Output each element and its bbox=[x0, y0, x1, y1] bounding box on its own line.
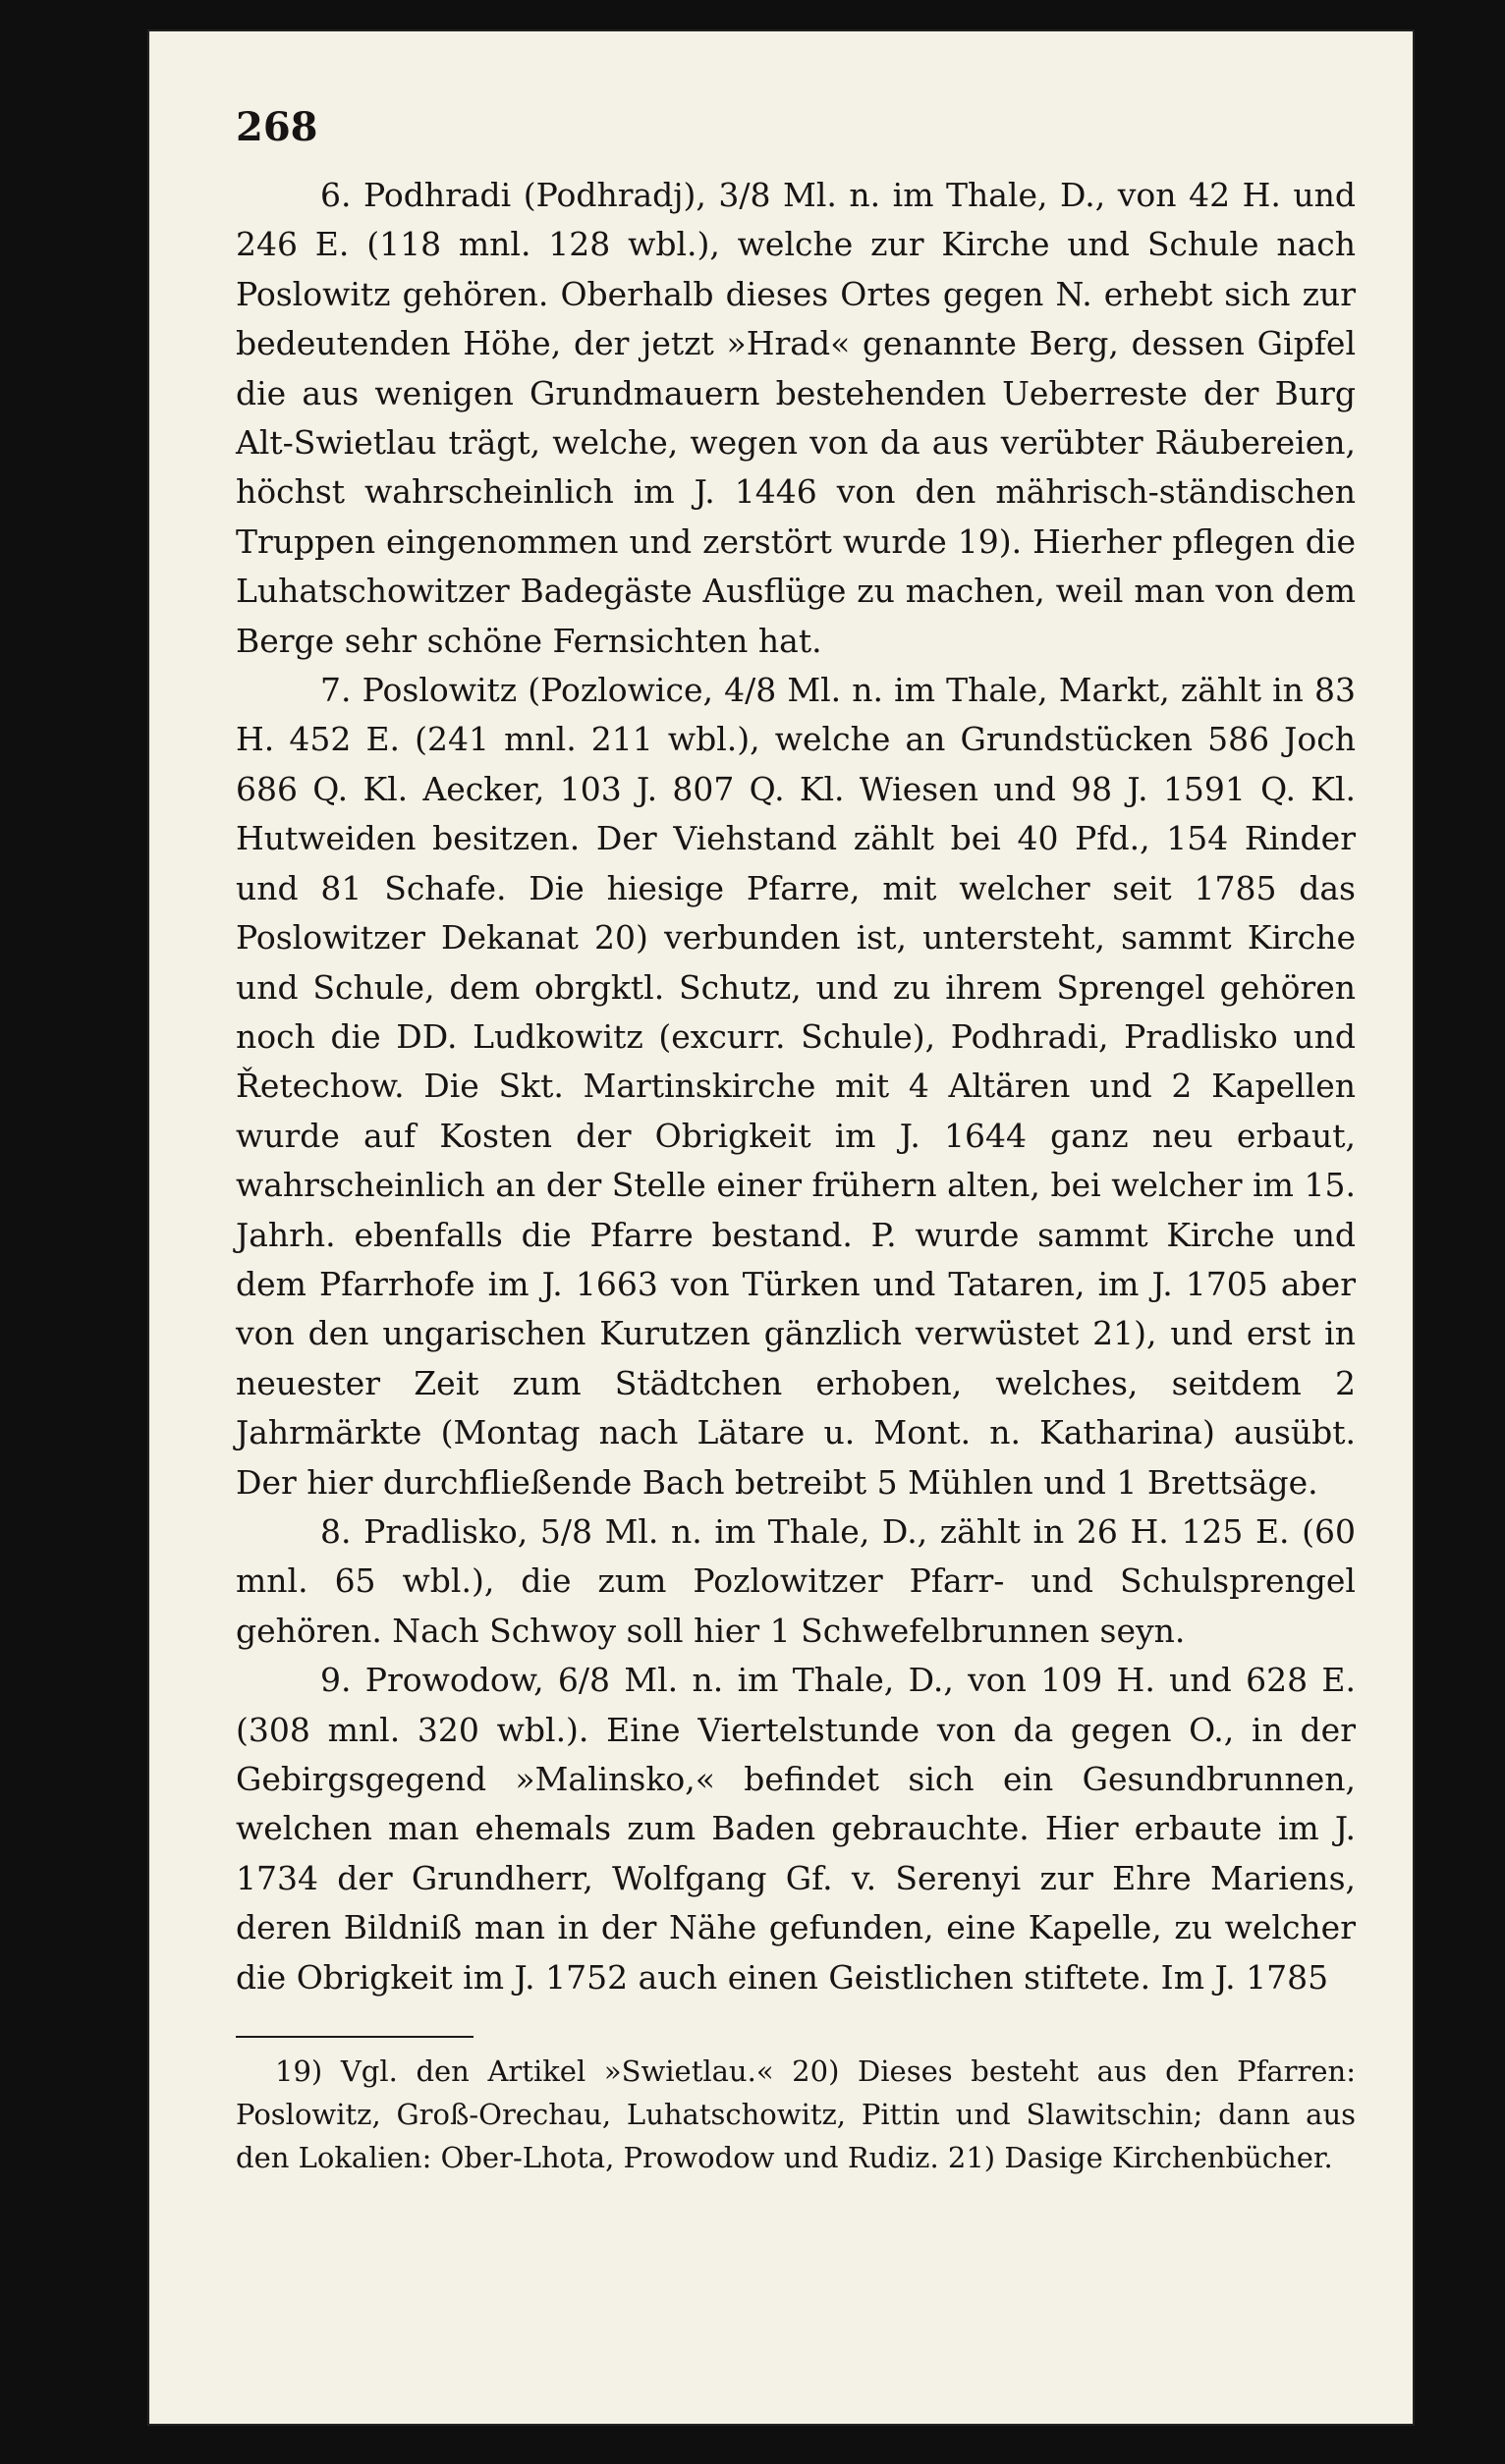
footnotes: 19) Vgl. den Artikel »Swietlau.« 20) Dieses besteht aus den Pfarren: Poslowitz, Groß-Orechau, Luhatschowitz, Pittin und Slawitschin; dann aus den Lokalien: Ober-Lhota, Prowodow und Rudiz. 21) Dasige Kirchenbücher. bbox=[236, 2054, 1356, 2175]
paragraph-podhradi: 6. Podhradi (Podhradj), 3/8 Ml. n. im Thale, D., von 42 H. und 246 E. (118 mnl. 128 wbl.), welche zur Kirche und Schule nach Poslowitz gehören. Oberhalb dieses Ortes gegen N. erhebt sich zur bedeutenden Höhe, der jetzt »Hrad« genannte Berg, dessen Gipfel die aus wenigen Grundmauern bestehenden Ueberreste der Burg Alt-Swietlau trägt, welche, wegen von da aus verübter Räubereien, höchst wahrscheinlich im J. 1446 von den mährisch-ständischen Truppen eingenommen und zerstört wurde 19). Hierher pflegen die Luhatschowitzer Badegäste Ausflüge zu machen, weil man von dem Berge sehr schöne Fernsichten hat. bbox=[236, 176, 1356, 660]
book-page-paper bbox=[147, 29, 1415, 2426]
page-number: 268 bbox=[236, 104, 318, 150]
paragraph-prowodow: 9. Prowodow, 6/8 Ml. n. im Thale, D., von 109 H. und 628 E. (308 mnl. 320 wbl.). Eine Viertelstunde von da gegen O., in der Gebirgsgegend »Malinsko,« befindet sich ein Gesundbrunnen, welchen man ehemals zum Baden gebrauchte. Hier erbaute im J. 1734 der Grundherr, Wolfgang Gf. v. Serenyi zur Ehre Mariens, deren Bildniß man in der Nähe gefunden, eine Kapelle, zu welcher die Obrigkeit im J. 1752 auch einen Geistlichen stiftete. Im J. 1785 bbox=[236, 1661, 1356, 1997]
paragraph-pradlisko: 8. Pradlisko, 5/8 Ml. n. im Thale, D., zählt in 26 H. 125 E. (60 mnl. 65 wbl.), die zum Pozlowitzer Pfarr- und Schulsprengel gehören. Nach Schwoy soll hier 1 Schwefelbrunnen seyn. bbox=[236, 1511, 1356, 1650]
page-content bbox=[236, 104, 1356, 2179]
paragraph-poslowitz: 7. Poslowitz (Pozlowice, 4/8 Ml. n. im Thale, Markt, zählt in 83 H. 452 E. (241 mnl. 211 wbl.), welche an Grundstücken 586 Joch 686 Q. Kl. Aecker, 103 J. 807 Q. Kl. Wiesen und 98 J. 1591 Q. Kl. Hutweiden besitzen. Der Viehstand zählt bei 40 Pfd., 154 Rinder und 81 Schafe. Die hiesige Pfarre, mit welcher seit 1785 das Poslowitzer Dekanat 20) verbunden ist, untersteht, sammt Kirche und Schule, dem obrgktl. Schutz, und zu ihrem Sprengel gehören noch die DD. Ludkowitz (excurr. Schule), Podhradi, Pradlisko und Řetechow. Die Skt. Martinskirche mit 4 Altären und 2 Kapellen wurde auf Kosten der Obrigkeit im J. 1644 ganz neu erbaut, wahrscheinlich an der Stelle einer frühern alten, bei welcher im 15. Jahrh. ebenfalls die Pfarre bestand. P. wurde sammt Kirche und dem Pfarrhofe im J. 1663 von Türken und Tataren, im J. 1705 aber von den ungarischen Kurutzen gänzlich verwüstet 21), und erst in neuester Zeit zum Städtchen erhoben, welches, seitdem 2 Jahrmärkte (Montag nach Lätare u. Mont. n. Katharina) ausübt. Der hier durchfließende Bach betreibt 5 Mühlen und 1 Brettsäge. bbox=[236, 671, 1356, 1502]
footnote-divider bbox=[236, 2036, 474, 2038]
